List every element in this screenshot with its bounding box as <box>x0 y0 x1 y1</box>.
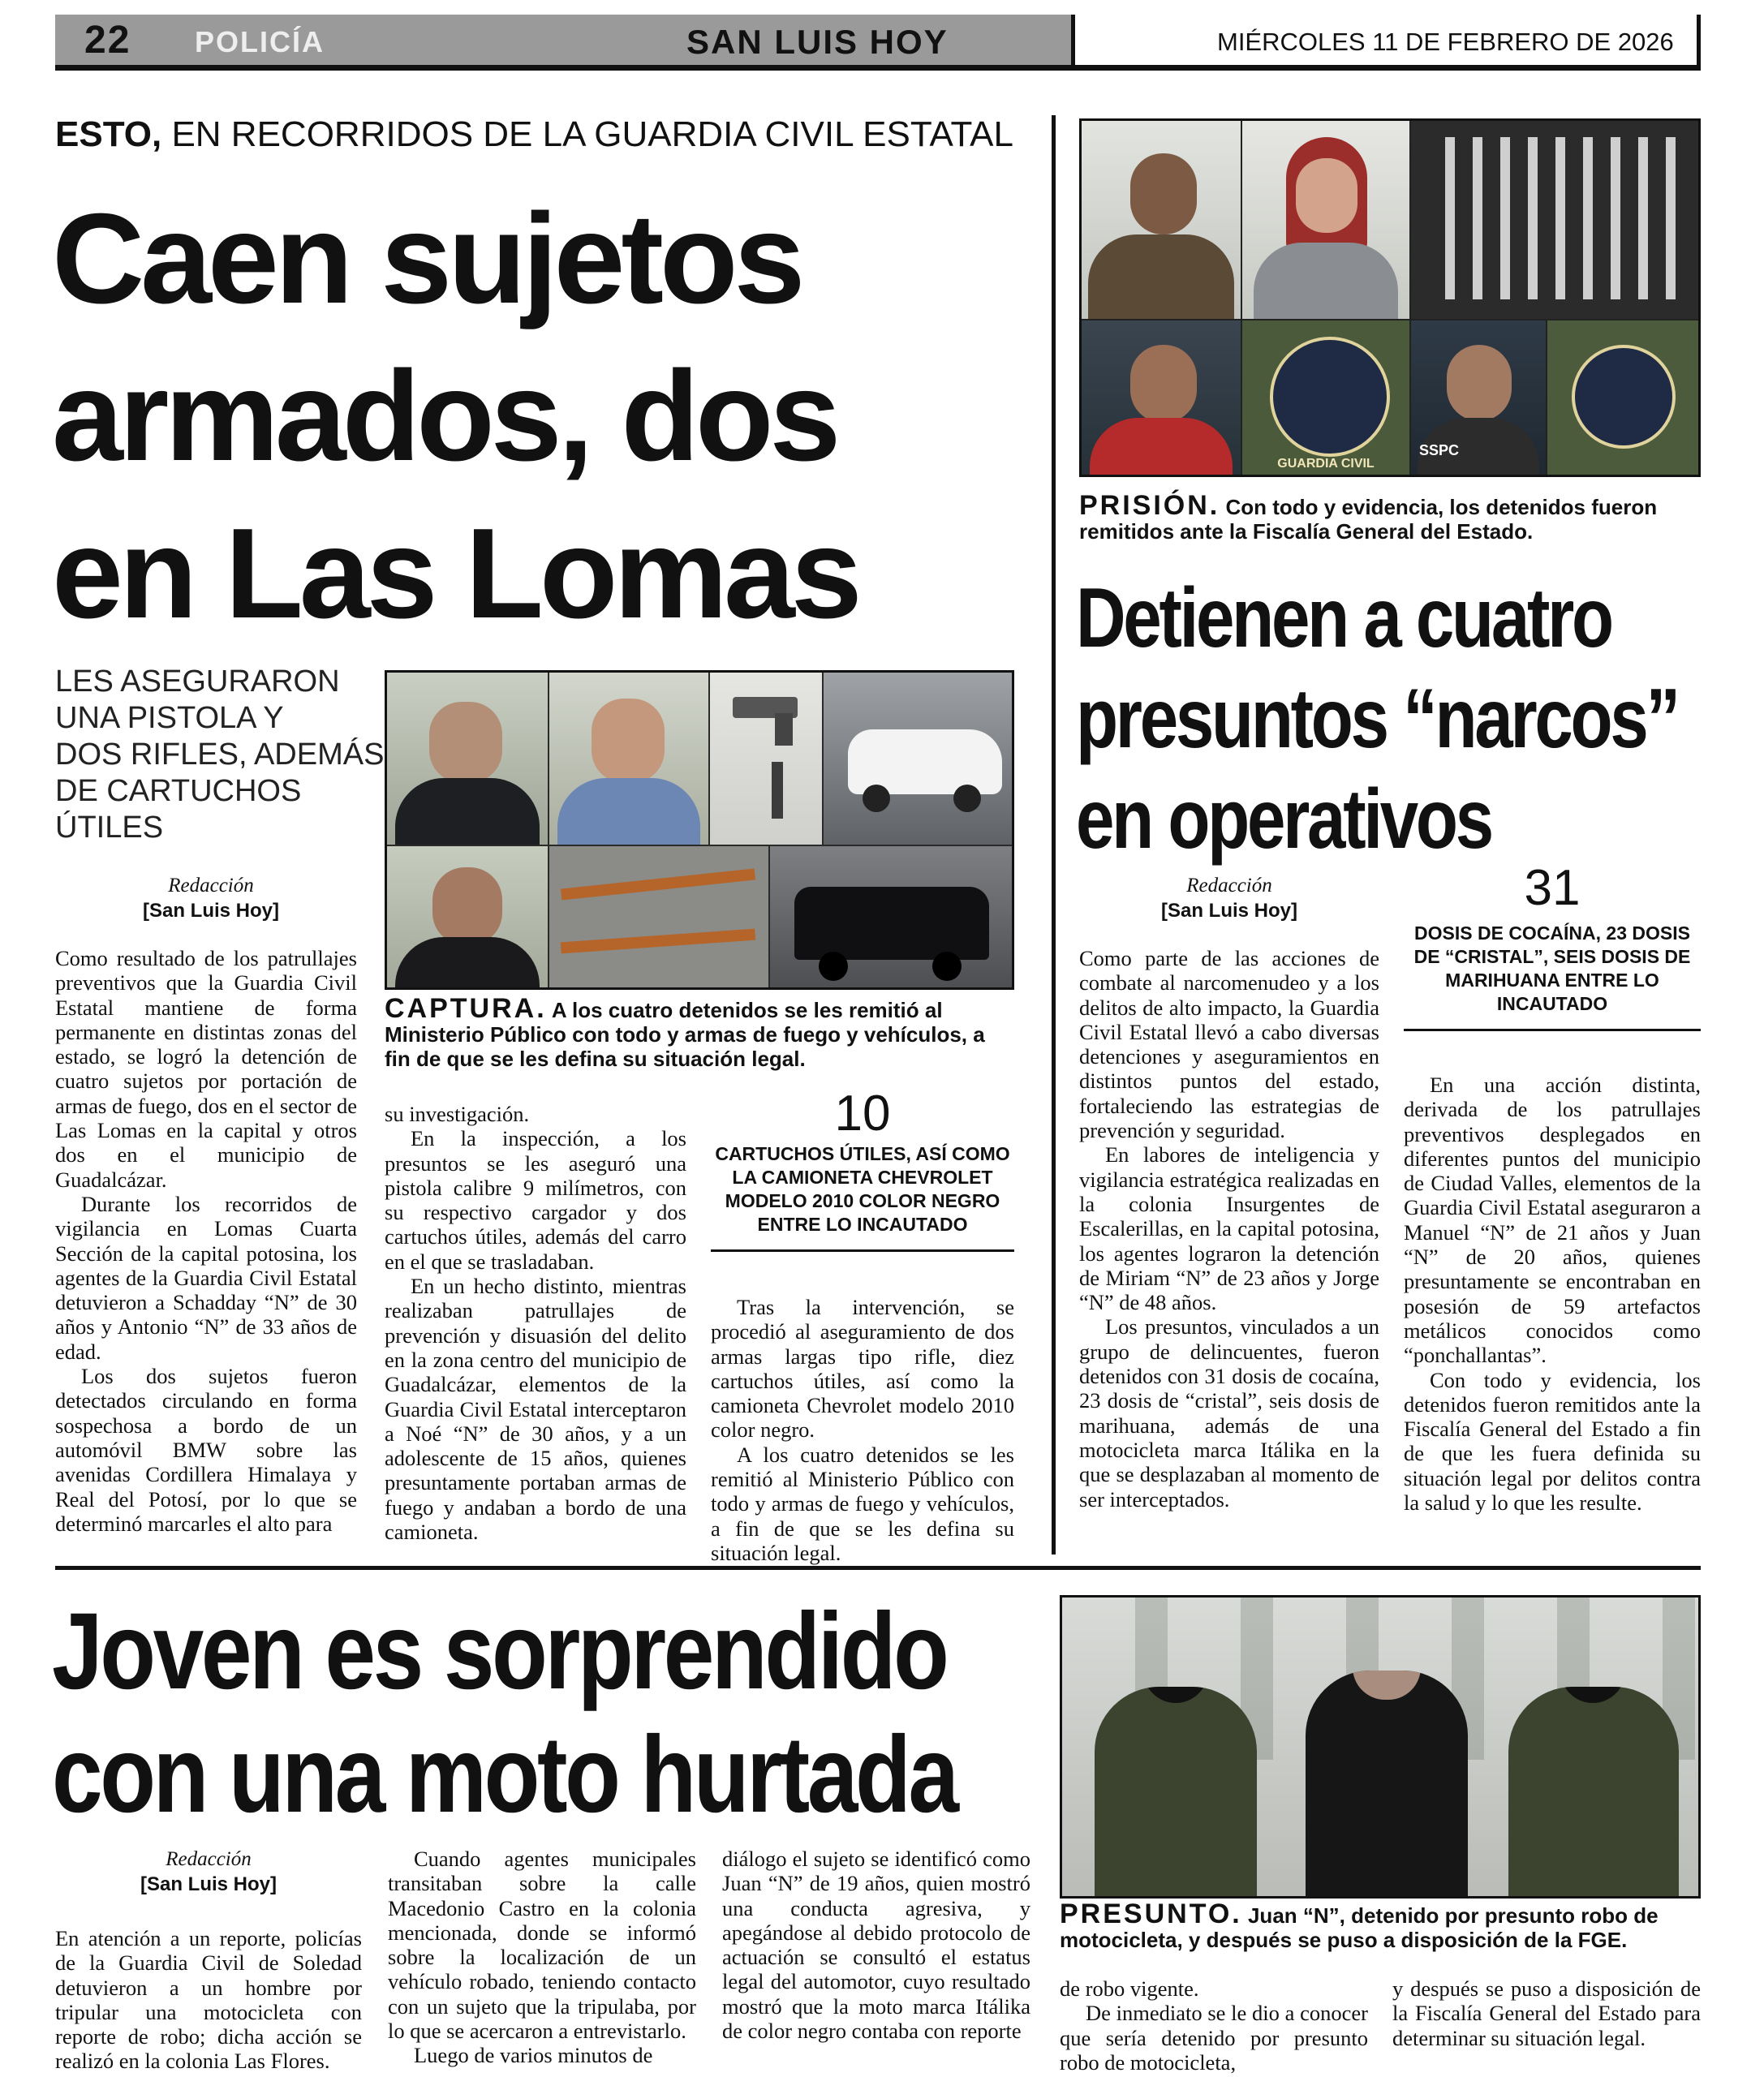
headline-line: Joven es sorprendido <box>52 1591 947 1712</box>
newspaper-name: SAN LUIS HOY <box>686 23 949 61</box>
story3-column-1 <box>55 1926 362 2074</box>
story3-headline <box>52 1590 1066 1837</box>
headline-line: presuntos “narcos” <box>1076 672 1678 766</box>
deck-line: ÚTILES <box>55 811 164 845</box>
deck-line: UNA PISTOLA Y <box>55 701 284 735</box>
headline-line: Caen sujetos <box>52 187 802 330</box>
story1-byline <box>55 873 367 923</box>
paragraph: De inmediato se le dio a conocer que sería detenido por presunto robo de motocicleta, <box>1060 2001 1368 2075</box>
caption-text: A los cuatro detenidos se les remitió al Ministerio Público con todo y armas de fuego y vehículos, a fin de que se les defina su situación legal. <box>385 998 985 1071</box>
paragraph: Como resultado de los patrullajes preventivos que la Guardia Civil Estatal mantiene de forma permanente en distintas zonas del estado, se logró la detención de cuatro sujetos por portación de armas de fuego, dos en el sector de Las Lomas en la capital y otros dos en el municipio de Guadalcázar. <box>55 946 357 1192</box>
paragraph: diálogo el sujeto se identificó como Juan “N” de 19 años, quien mostró una conducta agresiva, y apegándose al debido protocolo de actuación se consultó el estatus legal del automotor, cuyo resultado mostró que la moto marca Itálika de color negro contaba con reporte <box>722 1847 1030 2044</box>
story1-column-3 <box>711 1295 1014 1565</box>
page-number: 22 <box>84 19 131 62</box>
byline-outlet: [San Luis Hoy] <box>140 1873 277 1895</box>
kicker-bold: ESTO, <box>55 114 162 154</box>
truck-photo <box>770 846 1012 990</box>
deck-line: LES ASEGURARON <box>55 664 340 699</box>
stat-text: DOSIS DE COCAÍNA, 23 DOSIS DE “CRISTAL”, SEIS DOSIS DE MARIHUANA ENTRE LO INCAUTADO <box>1413 922 1691 1014</box>
stat-number: 31 <box>1524 860 1581 916</box>
story3-column-2 <box>388 1847 696 2068</box>
story1-deck <box>55 664 384 846</box>
story2-photo-collage <box>1079 118 1701 477</box>
story1-column-2 <box>385 1102 686 1544</box>
paragraph: En labores de inteligencia y vigilancia estratégica realizadas en la colonia Insurgentes de Escalerillas, en la capital potosina, los agentes lograron la detención de Miriam “N” de 23 años y Jorge “N” de 48 años. <box>1079 1142 1379 1315</box>
police-logo-photo <box>1242 320 1409 477</box>
rifles-photo <box>549 846 768 990</box>
paragraph: Los presuntos, vinculados a un grupo de delincuentes, fueron detenidos con 31 dosis de cocaína, 23 dosis de “cristal”, seis dosis de marihuana, además de una motocicleta marca Itálika en la que se desplazaban al momento de ser interceptados. <box>1079 1314 1379 1512</box>
paragraph: Como parte de las acciones de combate al narcomenudeo y a los delitos de alto impacto, la Guardia Civil Estatal llevó a cabo diversas detenciones y aseguramientos en distintos puntos del estado, fortaleciendo las estrategias de prevención y seguridad. <box>1079 946 1379 1143</box>
stat-rule <box>711 1249 1014 1252</box>
byline-outlet: [San Luis Hoy] <box>142 900 279 922</box>
stat-rule <box>1404 1029 1701 1031</box>
kicker-text: EN RECORRIDOS DE LA GUARDIA CIVIL ESTATAL <box>161 114 1013 154</box>
story3-photo <box>1060 1595 1701 1899</box>
paragraph: Los dos sujetos fueron detectados circulando en forma sospechosa a bordo de un automóvil BMW sobre las avenidas Cordillera Himalaya y Real del Potosí, por lo que se determinó marcarles el alto para <box>55 1364 357 1536</box>
header-rule <box>55 65 1701 71</box>
column-divider <box>1052 115 1056 1555</box>
caption-text: Juan “N”, detenido por presunto robo de motocicleta, y después se puso a disposición de la FGE. <box>1060 1903 1659 1952</box>
ponchallantas-photo <box>1547 320 1698 477</box>
sspc-label: SSPC <box>1419 442 1460 458</box>
officer-figure <box>1508 1687 1679 1899</box>
issue-date: MIÉRCOLES 11 DE FEBRERO DE 2026 <box>1217 28 1674 56</box>
story1-stat-box <box>711 1086 1014 1252</box>
story3-column-4 <box>1060 1976 1368 2075</box>
paragraph: Cuando agentes municipales transitaban sobre la calle Macedonio Castro en la colonia mencionada, donde se informó sobre la localización de un vehículo robado, teniendo contacto con un sujeto que la tripulaba, por lo que se acercaron a entrevistarlo. <box>388 1847 696 2044</box>
story1-column-1 <box>55 946 357 1536</box>
caption-keyword: CAPTURA. <box>385 993 547 1024</box>
paragraph: y después se puso a disposición de la Fiscalía General del Estado para determinar su situación legal. <box>1392 1976 1701 2050</box>
stat-number: 10 <box>834 1086 891 1142</box>
story2-column-2 <box>1404 1073 1701 1515</box>
headline-line: Detienen a cuatro <box>1076 571 1611 665</box>
paragraph: A los cuatro detenidos se les remitió al Ministerio Público con todo y armas de fuego y vehículos, a fin de que se les defina su situación legal. <box>711 1442 1014 1565</box>
headline-line: en operativos <box>1076 772 1491 866</box>
story2-headline <box>1076 568 1709 870</box>
mugshot-photo <box>1411 320 1546 477</box>
headline-line: armados, dos <box>52 345 837 488</box>
deck-line: DE CARTUCHOS <box>55 774 302 808</box>
paragraph: En la inspección, a los presuntos se les aseguró una pistola calibre 9 milímetros, con su respectivo cargador y dos cartuchos útiles, además del carro en el que se trasladaban. <box>385 1126 686 1274</box>
paragraph: su investigación. <box>385 1102 530 1126</box>
story1-headline <box>52 180 1026 652</box>
story2-stat-box <box>1404 860 1701 1031</box>
story-divider <box>55 1566 1701 1570</box>
evidence-photo <box>1411 121 1698 319</box>
paragraph: de robo vigente. <box>1060 1976 1199 2001</box>
paragraph: Luego de varios minutos de <box>414 2043 653 2068</box>
caption-keyword: PRESUNTO. <box>1060 1899 1242 1929</box>
paragraph: En una acción distinta, derivada de los patrullajes preventivos desplegados en diferentes puntos del municipio de Ciudad Valles, elementos de la Guardia Civil Estatal aseguraron a Manuel “N” de 21 años y Juan “N” de 20 años, quienes presuntamente se encontraban en posesión de 59 artefactos metálicos conocidos como “ponchallantas”. <box>1404 1073 1701 1368</box>
stat-text: CARTUCHOS ÚTILES, ASÍ COMO LA CAMIONETA CHEVROLET MODELO 2010 COLOR NEGRO ENTRE LO INCAUTADO <box>715 1143 1010 1235</box>
byline-role: Redacción <box>166 1848 252 1870</box>
story1-photo-collage <box>385 670 1014 990</box>
mugshot-photo <box>1082 320 1241 477</box>
story3-column-5 <box>1392 1976 1701 2050</box>
story1-caption <box>385 995 1014 1071</box>
paragraph: Con todo y evidencia, los detenidos fueron remitidos ante la Fiscalía General del Estado a fin de que les fuera definida su situación legal por delitos contra la salud y lo que les resulte. <box>1404 1367 1701 1516</box>
deck-line: DOS RIFLES, ADEMÁS <box>55 737 385 772</box>
story2-byline <box>1079 873 1379 923</box>
caption-keyword: PRISIÓN. <box>1079 490 1220 521</box>
paragraph: Durante los recorridos de vigilancia en Lomas Cuarta Sección de la capital potosina, los agentes de la Guardia Civil Estatal detuvieron a Schadday “N” de 30 años y Antonio “N” de 33 años de edad. <box>55 1191 357 1364</box>
caption-text: Con todo y evidencia, los detenidos fueron remitidos ante la Fiscalía General del Estado. <box>1079 495 1658 544</box>
mugshot-photo <box>387 673 548 845</box>
paragraph: En atención a un reporte, policías de la Guardia Civil de Soledad detuvieron a un hombre por tripular una motocicleta con reporte de robo; dicha acción se realizó en la colonia Las Flores. <box>55 1926 362 2074</box>
mugshot-photo <box>387 846 548 990</box>
story3-byline <box>55 1847 362 1897</box>
officer-figure <box>1095 1687 1257 1899</box>
section-name: POLICÍA <box>195 25 325 58</box>
headline-line: en Las Lomas <box>52 502 858 645</box>
mugshot-photo <box>549 673 708 845</box>
detainee-figure <box>1306 1671 1468 1899</box>
logo-label: GUARDIA CIVIL <box>1277 457 1375 471</box>
paragraph: Tras la intervención, se procedió al aseguramiento de dos armas largas tipo rifle, diez cartuchos útiles, así como la camioneta Chevrolet modelo 2010 color negro. <box>711 1295 1014 1443</box>
paragraph: En un hecho distinto, mientras realizaban patrullajes de prevención y disuasión del delito en la zona centro del municipio de Guadalcázar, elementos de la Guardia Civil Estatal interceptaron a Noé “N” de 30 años, y a un adolescente de 15 años, quienes presuntamente portaban armas de fuego y andaban a bordo de una camioneta. <box>385 1274 686 1545</box>
byline-role: Redacción <box>1186 875 1272 897</box>
story3-column-3 <box>722 1847 1030 2043</box>
story2-caption <box>1079 492 1712 544</box>
headline-line: con una moto hurtada <box>52 1714 957 1835</box>
story2-column-1 <box>1079 946 1379 1512</box>
story3-caption <box>1060 1900 1709 1952</box>
car-photo <box>824 673 1012 845</box>
story1-kicker <box>55 114 1013 156</box>
byline-role: Redacción <box>168 875 254 897</box>
pistol-photo <box>710 673 822 845</box>
mugshot-photo <box>1082 121 1241 319</box>
mugshot-photo <box>1242 121 1409 319</box>
byline-outlet: [San Luis Hoy] <box>1160 900 1297 922</box>
